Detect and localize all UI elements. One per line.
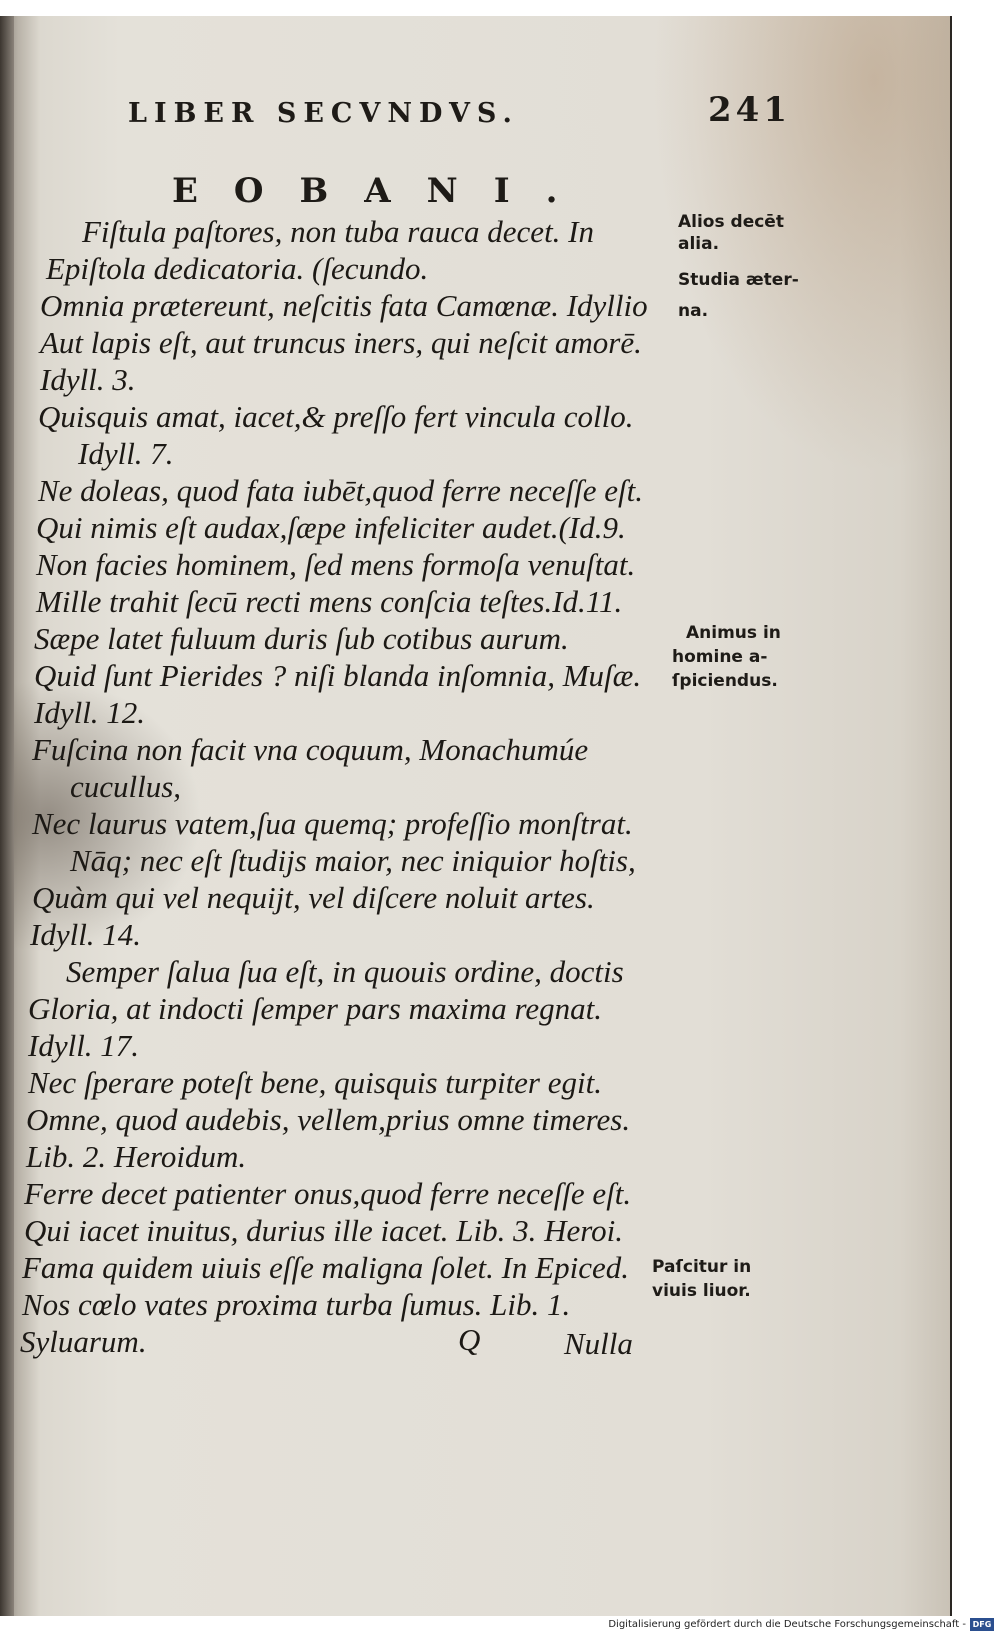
text-line: Lib. 2. Heroidum. [26,1139,247,1174]
running-head: LIBER SECVNDVS. [128,98,519,129]
text-line: Idyll. 12. [34,695,146,730]
book-page [0,16,952,1616]
marginal-note: Studia æter- [678,270,799,290]
text-line: Sæpe latet fuluum duris ſub cotibus aurum. [34,621,569,656]
text-line: Omnia prætereunt, neſcitis fata Camœnæ. Idyllio [40,288,648,323]
text-line: Qui nimis eſt audax,ſæpe infeliciter audet.(Id.9. [36,510,626,545]
signature-mark: Q [458,1322,481,1357]
text-line: Ne doleas, quod fata iubēt,quod ferre neceſſe eſt. [38,473,643,508]
marginal-note: viuis liuor. [652,1281,751,1301]
text-line: Fama quidem uiuis eſſe maligna ſolet. In Epiced. [22,1250,629,1285]
marginal-note: alia. [678,234,720,254]
marginal-note: homine a- [672,647,768,667]
text-line: Idyll. 17. [28,1028,140,1063]
section-heading: EOBANI. [172,171,594,211]
text-line: Semper ſalua ſua eſt, in quouis ordine, doctis [66,954,624,989]
text-line: Aut lapis eſt, aut truncus iners, qui neſcit amorē. [40,325,642,360]
marginal-note: Paſcitur in [652,1257,752,1277]
marginal-note: ſpiciendus. [672,671,778,691]
text-line: Omne, quod audebis, vellem,prius omne timeres. [26,1102,631,1137]
text-line: Mille trahit ſecū recti mens conſcia teſtes.Id.11. [36,584,623,619]
text-line: Quisquis amat, iacet,& preſſo fert vincula collo. [38,399,634,434]
binding-edge [0,16,14,1616]
text-line: Fiſtula paſtores, non tuba rauca decet. In [82,214,594,249]
text-line: Nāq; nec eſt ſtudijs maior, nec iniquior hoſtis, [70,843,636,878]
text-line: Nos cœlo vates proxima turba ſumus. Lib. 1. [22,1287,571,1322]
text-line: Idyll. 7. [78,436,174,471]
marginal-note: na. [678,301,709,321]
text-line: Gloria, at indocti ſemper pars maxima regnat. [28,991,603,1026]
text-line: Nec laurus vatem,ſua quemq; profeſſio monſtrat. [32,806,633,841]
text-line: Idyll. 14. [30,917,142,952]
page-number: 241 [708,90,791,130]
digitization-credit: Digitalisierung gefördert durch die Deutsche Forschungsgemeinschaft - [608,1619,966,1630]
text-line: Nec ſperare poteſt bene, quisquis turpiter egit. [28,1065,602,1100]
marginal-note: Animus in [686,623,781,643]
text-line: Ferre decet patienter onus,quod ferre neceſſe eſt. [24,1176,632,1211]
text-line: Quid ſunt Pierides ? niſi blanda inſomnia, Muſæ. [34,658,642,693]
text-line: Fuſcina non facit vna coquum, Monachumúe [32,732,589,767]
text-line: cucullus, [70,769,182,804]
text-line: Quàm qui vel nequijt, vel diſcere noluit artes. [32,880,595,915]
text-line: Idyll. 3. [40,362,136,397]
dfg-logo: DFG [970,1618,994,1631]
text-line: Epiſtola dedicatoria. (ſecundo. [46,251,429,286]
marginal-note: Alios decēt [678,212,784,232]
text-line: Qui iacet inuitus, durius ille iacet. Lib. 3. Heroi. [24,1213,624,1248]
catchword: Nulla [564,1326,633,1361]
text-line: Non facies hominem, ſed mens formoſa venuſtat. [36,547,636,582]
text-line: Syluarum. [20,1324,147,1359]
